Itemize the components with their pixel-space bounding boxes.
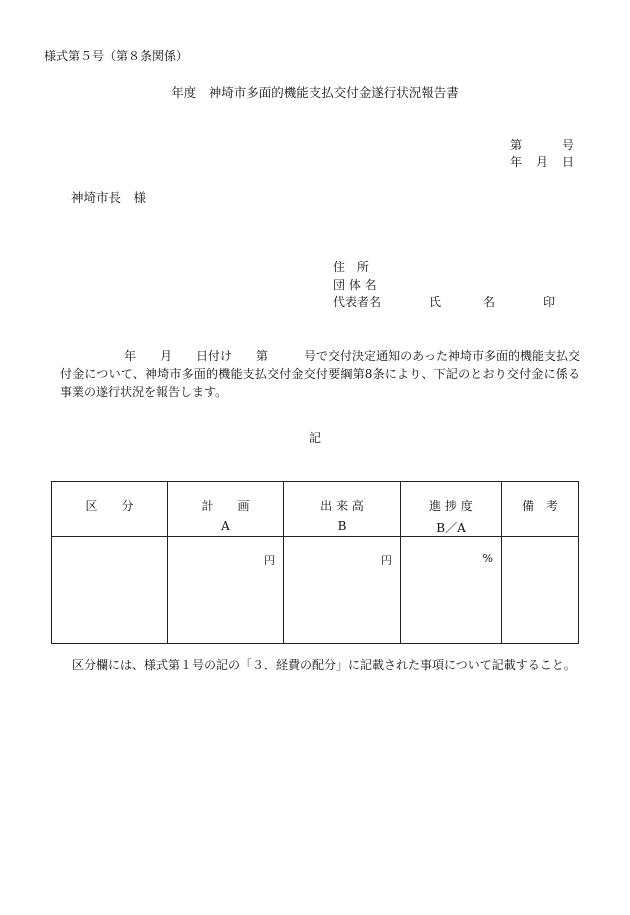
organization-label: 団 体 名	[333, 278, 377, 292]
date-year: 年	[510, 155, 523, 169]
document-date	[510, 156, 574, 168]
address-row	[333, 261, 383, 273]
report-body	[60, 347, 580, 401]
organization-row	[333, 279, 383, 291]
document-title: 年度 神埼市多面的機能支払交付金遂行状況報告書	[171, 85, 459, 100]
header-biko: 備 考	[502, 482, 579, 537]
table-row	[52, 537, 579, 644]
header-shinchokudo: 進 捗 度 B／A	[401, 482, 502, 537]
cell-kubun[interactable]	[52, 537, 168, 644]
representative-uji: 氏	[429, 295, 442, 309]
representative-label: 代表者名	[333, 295, 382, 309]
ki-heading: 記	[308, 431, 321, 445]
header-keikaku: 計 画 A	[168, 482, 284, 537]
cell-biko[interactable]	[502, 537, 579, 644]
doc-number-go: 号	[561, 138, 574, 152]
table-header-row	[52, 482, 579, 537]
note-text: 区分欄には、様式第１号の記の「３．経費の配分」に記載された事項について記載すること。	[72, 658, 576, 672]
cell-dekidaka[interactable]: 円	[284, 537, 401, 644]
header-kubun: 区 分	[52, 482, 168, 537]
seal-mark: 印	[543, 295, 556, 309]
cell-shinchokudo[interactable]: %	[401, 537, 502, 644]
document-number	[510, 139, 574, 151]
addressee: 神埼市長 様	[71, 190, 147, 205]
header-dekidaka: 出 来 高 B	[284, 482, 401, 537]
representative-mei: 名	[483, 295, 496, 309]
date-day: 日	[561, 155, 574, 169]
date-month: 月	[535, 155, 548, 169]
representative-row	[333, 296, 555, 308]
doc-number-dai: 第	[510, 138, 523, 152]
status-table	[51, 481, 579, 644]
form-number: 様式第５号（第８条関係）	[44, 49, 189, 63]
address-label: 住 所	[333, 260, 370, 274]
report-body-text: 年 月 日付け 第 号で交付決定通知のあった神埼市多面的機能支払交付金について、神埼市多面的機能支払交付金交付要綱第8条により、下記のとおり交付金に係る事業の遂行状況を報告します。	[60, 349, 580, 399]
cell-keikaku[interactable]: 円	[168, 537, 284, 644]
note	[60, 656, 580, 674]
